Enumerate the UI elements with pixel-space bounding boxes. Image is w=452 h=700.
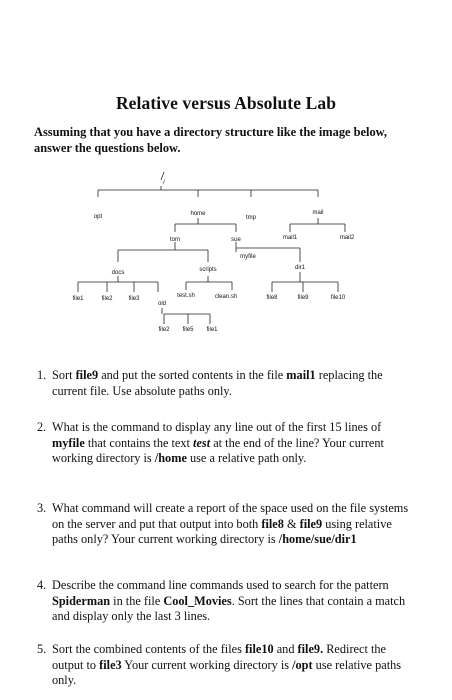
question-item xyxy=(37,368,412,399)
dir-sue: sue xyxy=(231,237,241,243)
question-number: 1. xyxy=(37,368,47,382)
file-file8: file8 xyxy=(266,295,278,301)
question-text: . Sort the lines that contain a match and display only the last 3 lines. xyxy=(52,593,406,624)
file-clean-sh: clean.sh xyxy=(214,294,238,300)
question-text: using relative paths only? Your current working directory is xyxy=(52,516,392,547)
question-emphasis: mail1 xyxy=(286,368,316,382)
question-number: 5. xyxy=(37,642,47,656)
file-mail1: mail1 xyxy=(282,235,298,241)
question-emphasis: /home/sue/dir1 xyxy=(278,532,357,547)
question-emphasis: file10 xyxy=(244,642,274,656)
question-emphasis: test xyxy=(193,435,211,450)
question-emphasis: file3 xyxy=(99,657,122,672)
dir-opt: opt xyxy=(93,214,103,220)
question-emphasis: Cool_Movies xyxy=(163,593,232,608)
question-emphasis: file9. xyxy=(297,642,324,656)
question-text: that contains the text xyxy=(84,435,194,450)
question-item xyxy=(37,642,412,689)
file-test-sh: test.sh xyxy=(177,293,195,299)
question-text: Your current working directory is xyxy=(121,657,293,672)
intro-text: Assuming that you have a directory structure like the image below, answer the questions below. xyxy=(34,125,387,155)
question-text: Redirect the output to xyxy=(52,642,386,672)
question-emphasis: file9 xyxy=(75,368,99,382)
question-number: 3. xyxy=(37,501,47,515)
question-emphasis: /opt xyxy=(292,657,313,672)
dir-tom: tom xyxy=(169,237,181,243)
question-emphasis: Spiderman xyxy=(52,593,111,608)
dir-scripts: scripts xyxy=(199,267,217,273)
question-text: and xyxy=(273,642,298,656)
page-title: Relative versus Absolute Lab xyxy=(115,93,337,113)
dir-old: old xyxy=(157,301,167,307)
question-text: Describe the command line commands used to search for the pattern xyxy=(52,578,389,592)
question-text: in the file xyxy=(110,593,164,608)
question-item xyxy=(37,420,412,467)
question-text: Sort xyxy=(52,368,76,382)
file-old-file2: file2 xyxy=(158,327,170,333)
file-file3: file3 xyxy=(128,296,140,302)
file-file1: file1 xyxy=(72,296,84,302)
question-text: Sort the combined contents of the files xyxy=(52,642,245,656)
file-myfile: myfile xyxy=(240,254,256,260)
question-text: use relative paths only. xyxy=(52,657,402,688)
file-mail2: mail2 xyxy=(339,235,355,241)
question-text: What command will create a report of the space used on the file systems on the server and put that output into both xyxy=(52,501,409,531)
question-emphasis: myfile xyxy=(52,435,85,450)
file-file2: file2 xyxy=(101,296,113,302)
question-text: What is the command to display any line out of the first 15 lines of xyxy=(52,420,382,434)
root-dir-label: / xyxy=(163,180,165,186)
dir-docs: docs xyxy=(111,270,125,276)
file-file9: file9 xyxy=(297,295,309,301)
dir-tmp: tmp xyxy=(245,215,257,221)
question-emphasis: /home xyxy=(154,451,187,466)
question-text: at the end of the line? Your current working directory is xyxy=(52,435,384,466)
dir-home: home xyxy=(190,211,206,217)
question-emphasis: file8 xyxy=(261,516,284,531)
question-emphasis: file9 xyxy=(299,516,323,531)
question-number: 4. xyxy=(37,578,47,592)
question-text: replacing the current file. Use absolute paths only. xyxy=(52,368,383,398)
question-item xyxy=(37,578,412,625)
directory-tree-diagram xyxy=(0,0,452,340)
question-number: 2. xyxy=(37,420,47,434)
file-old-file5: file5 xyxy=(182,327,194,333)
file-file10: file10 xyxy=(330,295,346,301)
question-text: & xyxy=(283,516,300,531)
dir-dir1: dir1 xyxy=(294,265,306,271)
file-old-file1: file1 xyxy=(206,327,218,333)
dir-mail: mail xyxy=(312,210,324,216)
question-item xyxy=(37,501,412,548)
question-text: and put the sorted contents in the file xyxy=(98,368,287,382)
question-text: use a relative path only. xyxy=(186,451,307,466)
